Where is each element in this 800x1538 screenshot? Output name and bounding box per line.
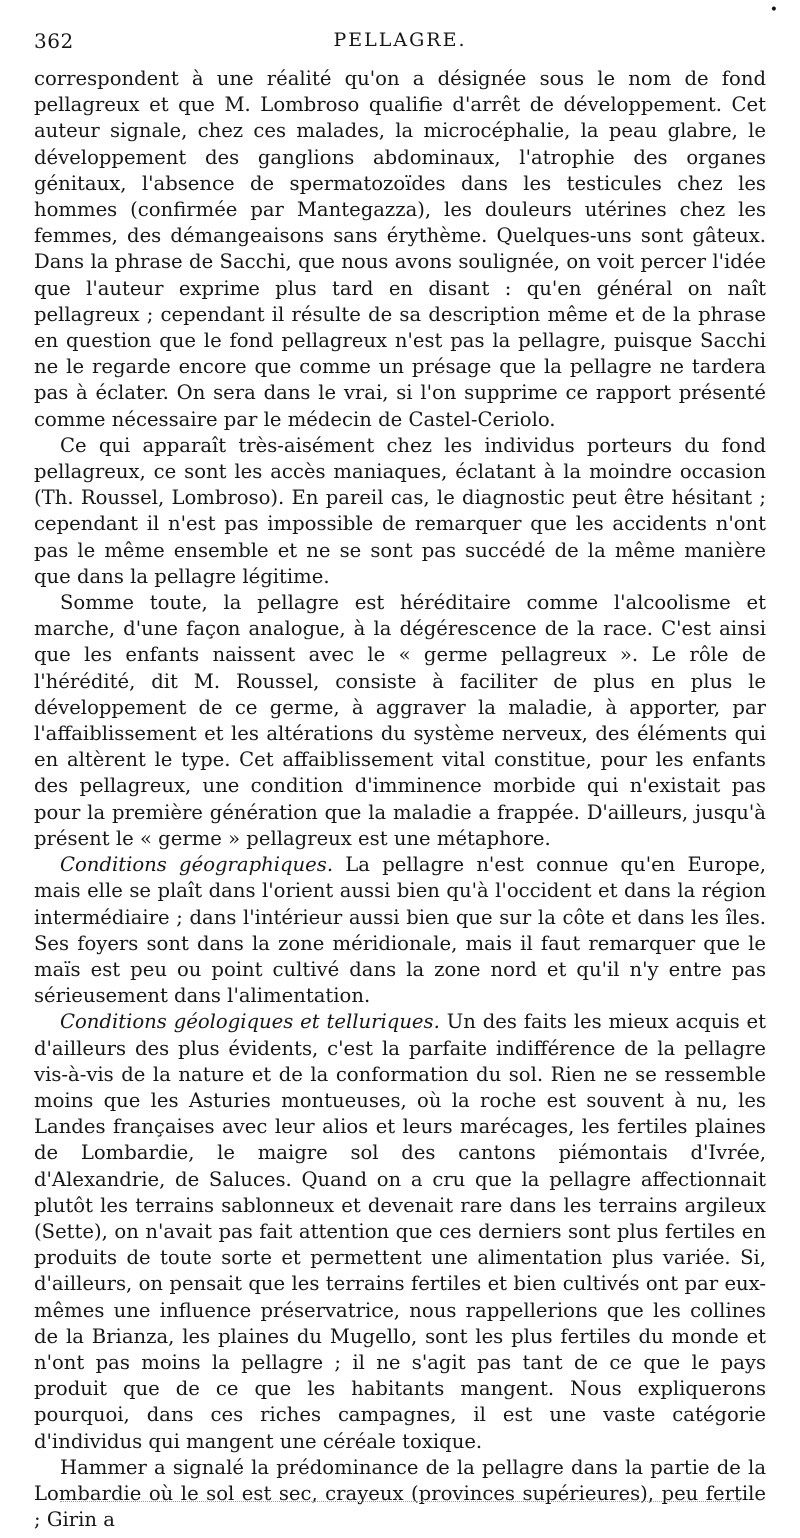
- paragraph-conditions-geologiques: [34, 1009, 766, 1454]
- paragraph-text: Ce qui apparaît très-aisément chez les individus porteurs du fond pellagreux, ce sont les accès maniaques, éclatant à la moindre occasion (Th. Roussel, Lombroso). En pareil cas, le diagnostic peut être hésitant ; cependant il n'est pas impossible de remarquer que les accidents n'ont pas le même ensemble et ne se sont pas succédé de la même manière que dans la pellagre légitime.: [34, 433, 766, 588]
- section-title-geologiques: Conditions géologiques et telluriques.: [60, 1010, 440, 1034]
- running-title: PELLAGRE.: [333, 29, 467, 51]
- paragraph-text: Un des faits les mieux acquis et d'ailleurs des plus évidents, c'est la parfaite indifférence de la pellagre vis-à-vis de la nature et de la conformation du sol. Rien ne se ressemble moins que les Asturies montueuses, où la roche est souvent à nu, les Landes françaises avec leur alios et leurs marécages, les fertiles plaines de Lombardie, le maigre sol des cantons piémontais d'Ivrée, d'Alexandrie, de Saluces. Quand on a cru que la pellagre affectionnait plutôt les terrains sablonneux et devenait rare dans les terrains argileux (Sette), on n'avait pas fait attention que ces derniers sont plus fertiles en produits de toute sorte et permettent une alimentation plus variée. Si, d'ailleurs, on pensait que les terrains fertiles et bien cultivés ont par eux-mêmes une influence préservatrice, nous rappellerions que les collines de la Brianza, les plaines du Mugello, sont les plus fertiles du monde et n'ont pas moins la pellagre ; il ne s'agit pas tant de ce que le pays produit que de ce que les habitants mangent. Nous expliquerons pourquoi, dans ces riches campagnes, il est une vaste catégorie d'individus qui mangent une céréale toxique.: [34, 1010, 766, 1453]
- page-number: 362: [34, 29, 74, 53]
- footer-rule: [60, 1501, 740, 1502]
- body-text: [34, 66, 766, 1533]
- paragraph-conditions-geographiques: [34, 852, 766, 1009]
- paragraph-text: La pellagre n'est connue qu'en Europe, mais elle se plaît dans l'orient aussi bien qu'à l'occident et dans la région intermédiaire ; dans l'intérieur aussi bien que sur la côte et dans les îles. Ses foyers sont dans la zone méridionale, mais il faut remarquer que le maïs est peu ou point cultivé dans la zone nord et qu'il n'y entre pas sérieusement dans l'alimentation.: [34, 853, 766, 1008]
- document-page: [0, 2, 800, 1538]
- paragraph-text: Somme toute, la pellagre est héréditaire comme l'alcoolisme et marche, d'une façon analogue, à la dégérescence de la race. C'est ainsi que les enfants naissent avec le « germe pellagreux ». Le rôle de l'hérédité, dit M. Roussel, consiste à faciliter de plus en plus le développement de ce germe, à aggraver la maladie, à apporter, par l'affaiblissement et les altérations du système nerveux, des éléments qui en altèrent le type. Cet affaiblissement vital constitue, pour les enfants des pellagreux, une condition d'imminence morbide qui n'existait pas pour la première génération que la maladie a frappée. D'ailleurs, jusqu'à présent le « germe » pellagreux est une métaphore.: [34, 591, 766, 850]
- paragraph-hammer: [34, 1455, 766, 1534]
- paragraph-text: Hammer a signalé la prédominance de la pellagre dans la partie de la Lombardie où le sol est sec, crayeux (provinces supérieures), peu fertile ; Girin a: [34, 1455, 766, 1532]
- paragraph-text: correspondent à une réalité qu'on a désignée sous le nom de fond pellagreux et que M. Lombroso qualifie d'arrêt de développement. Cet auteur signale, chez ces malades, la microcéphalie, la peau glabre, le développement des ganglions abdominaux, l'atrophie des organes génitaux, l'absence de spermatozoïdes dans les testicules chez les hommes (confirmée par Mantegazza), les douleurs utérines chez les femmes, des démangeaisons sans érythème. Quelques-uns sont gâteux. Dans la phrase de Sacchi, que nous avons soulignée, on voit percer l'idée que l'auteur exprime plus tard en disant : qu'en général on naît pellagreux ; cependant il résulte de sa description même et de la phrase en question que le fond pellagreux n'est pas la pellagre, puisque Sacchi ne le regarde encore que comme un présage que la pellagre ne tardera pas à éclater. On sera dans le vrai, si l'on supprime ce rapport présenté comme nécessaire par le médecin de Castel-Ceriolo.: [34, 67, 766, 431]
- paragraph-fond-pellagreux: [34, 66, 766, 433]
- section-title-geographiques: Conditions géographiques.: [60, 853, 334, 877]
- paragraph-acces-maniaques: [34, 433, 766, 590]
- corner-mark: •: [769, 2, 778, 18]
- paragraph-heredite: [34, 590, 766, 852]
- page-header: [34, 2, 778, 57]
